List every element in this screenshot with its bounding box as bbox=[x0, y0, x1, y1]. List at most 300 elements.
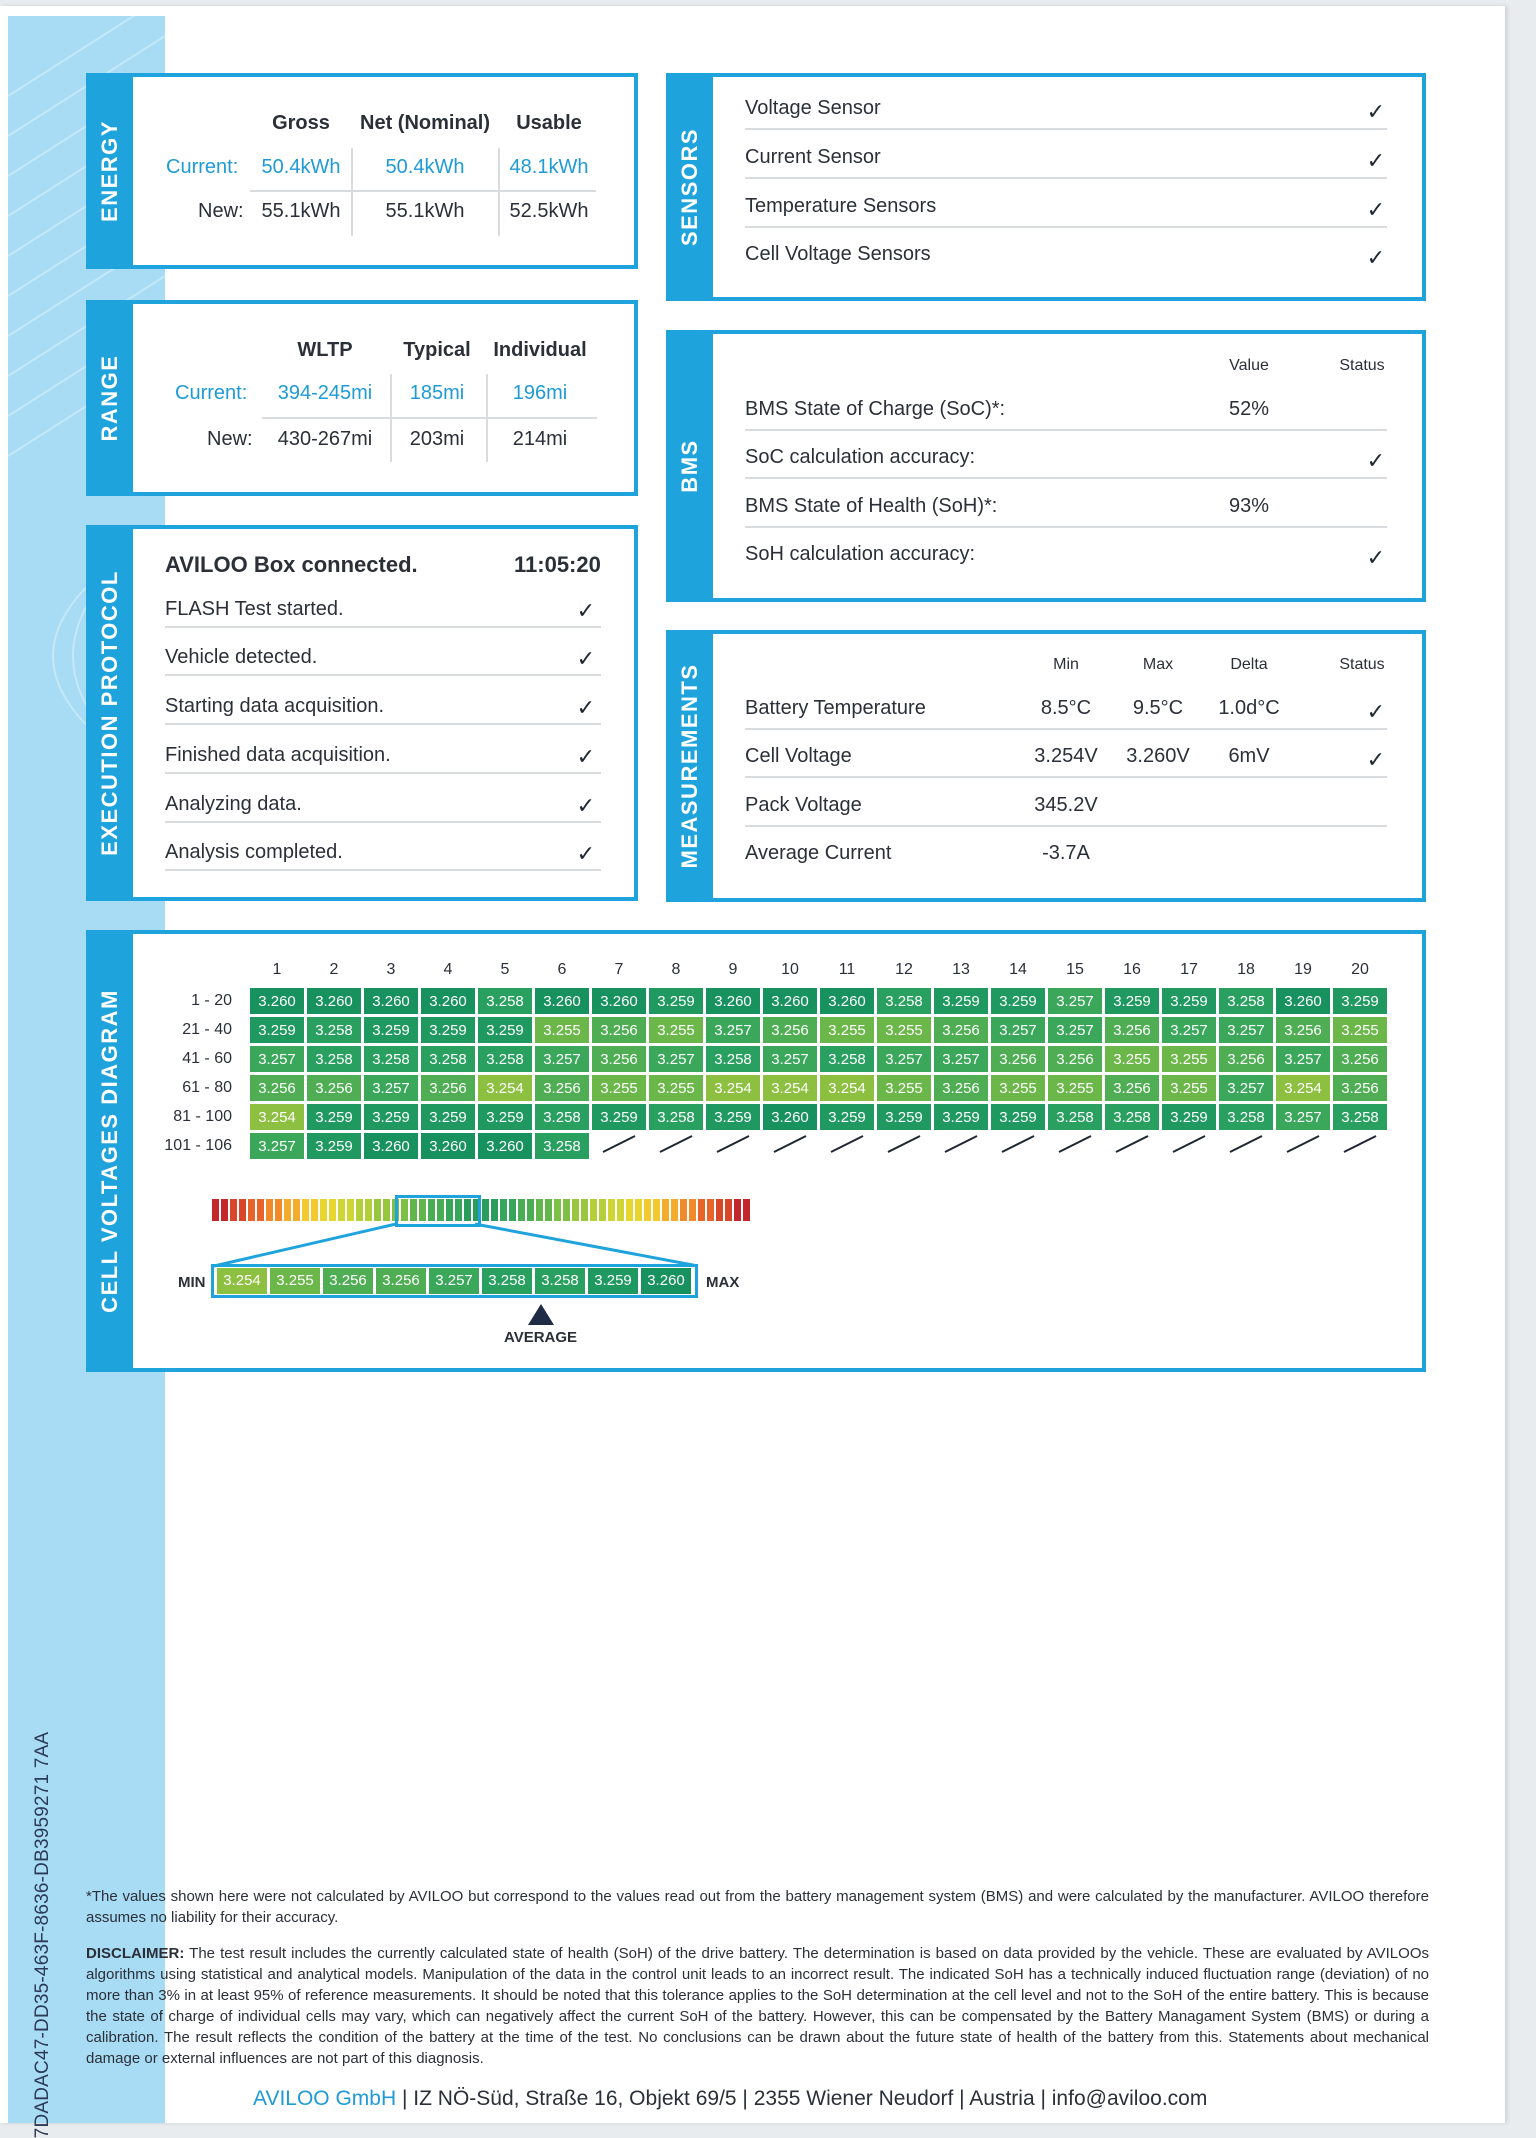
empty-cell-slash bbox=[877, 1133, 931, 1159]
cell-value: 3.256 bbox=[763, 1017, 817, 1043]
empty-cell-slash bbox=[649, 1133, 703, 1159]
cell-value: 3.259 bbox=[934, 1104, 988, 1130]
cell-value: 3.256 bbox=[1048, 1046, 1102, 1072]
range-title: RANGE bbox=[96, 354, 122, 442]
scale-swatch bbox=[329, 1199, 336, 1221]
check-icon: ✓ bbox=[576, 841, 595, 866]
sensor-row: Cell Voltage Sensors ✓ bbox=[745, 243, 1385, 270]
cell-value: 3.256 bbox=[1333, 1046, 1387, 1072]
sensor-row: Current Sensor ✓ bbox=[745, 146, 1387, 179]
cell-value: 3.256 bbox=[592, 1046, 646, 1072]
scale-swatch bbox=[662, 1199, 669, 1221]
cell-value: 3.260 bbox=[307, 988, 361, 1014]
scale-swatch bbox=[257, 1199, 264, 1221]
execution-step: Starting data acquisition. ✓ bbox=[165, 695, 601, 725]
energy-tab bbox=[86, 73, 133, 269]
cell-value: 3.258 bbox=[535, 1104, 589, 1130]
cell-value: 3.259 bbox=[478, 1104, 532, 1130]
average-marker-icon bbox=[527, 1304, 555, 1326]
company-address: | IZ NÖ-Süd, Straße 16, Objekt 69/5 | 2355 Wiener Neudorf | Austria | info@aviloo.com bbox=[396, 2087, 1208, 2110]
scale-swatch bbox=[248, 1199, 255, 1221]
cell-value: 3.254 bbox=[820, 1075, 874, 1101]
scale-swatch bbox=[590, 1199, 597, 1221]
column-number: 4 bbox=[443, 961, 453, 978]
scale-swatch bbox=[239, 1199, 246, 1221]
scale-swatch bbox=[311, 1199, 318, 1221]
cell-value: 3.257 bbox=[706, 1017, 760, 1043]
scale-swatch bbox=[518, 1199, 525, 1221]
cell-value: 3.259 bbox=[421, 1104, 475, 1130]
cell-value: 3.257 bbox=[877, 1046, 931, 1072]
empty-cell-slash bbox=[706, 1133, 760, 1159]
check-icon: ✓ bbox=[1366, 747, 1385, 772]
bms-row: SoC calculation accuracy: ✓ bbox=[745, 446, 1387, 479]
scale-swatch bbox=[689, 1199, 696, 1221]
cell-value: 3.260 bbox=[763, 988, 817, 1014]
column-number: 9 bbox=[728, 961, 738, 978]
execution-header-time: 11:05:20 bbox=[514, 552, 601, 577]
scale-swatch bbox=[347, 1199, 354, 1221]
check-icon: ✓ bbox=[1366, 148, 1385, 173]
scale-swatch bbox=[482, 1199, 489, 1221]
cell-value: 3.260 bbox=[820, 988, 874, 1014]
scale-swatch bbox=[266, 1199, 273, 1221]
disclaimer-text: The test result includes the currently calculated state of health (SoH) of the drive battery. The determination is based on data provided by the vehicle. These are evaluated by AVILOOs algorithms using statistical and analytical models. Manipulation of the data in the control unit leads to an incorrect result. The indicated SoH has a technically induced fluctuation range (deviation) of no more than 3% in at least 95% of reference measurements. It should be noted that this tolerance applies to the SoH determination at the cell level and not to the SoH of the entire battery. This is because the state of charge of individual cells may vary, which can negatively affect the current SoH of the battery. However, this can be compensated by the Battery Managament System (BMS) or during a calibration. The result reflects the condition of the battery at the time of the test. No conclusions can be drawn about the future state of health of the battery from this. Statements about mechanical damage or external influences are not part of this diagnosis. bbox=[86, 1945, 1429, 2067]
scale-swatch bbox=[563, 1199, 570, 1221]
bms-row: BMS State of Health (SoH)*: 93% bbox=[745, 495, 1387, 528]
contact-line bbox=[253, 2087, 1207, 2111]
cell-value: 3.255 bbox=[1048, 1075, 1102, 1101]
cell-value: 3.258 bbox=[478, 988, 532, 1014]
cell-value: 3.259 bbox=[307, 1133, 361, 1159]
scale-swatch bbox=[671, 1199, 678, 1221]
energy-new-gross: 55.1kWh bbox=[261, 200, 341, 222]
cell-value: 3.259 bbox=[934, 988, 988, 1014]
cell-value: 3.254 bbox=[763, 1075, 817, 1101]
bms-col-status: Status bbox=[1339, 357, 1385, 374]
scale-swatch bbox=[680, 1199, 687, 1221]
check-icon: ✓ bbox=[1366, 245, 1385, 270]
cell-value: 3.258 bbox=[649, 1104, 703, 1130]
cell-value: 3.257 bbox=[250, 1133, 304, 1159]
column-number: 7 bbox=[614, 961, 624, 978]
cell-value: 3.256 bbox=[307, 1075, 361, 1101]
column-number: 11 bbox=[838, 961, 856, 978]
scale-swatch bbox=[707, 1199, 714, 1221]
empty-cell-slash bbox=[1162, 1133, 1216, 1159]
meas-row: Cell Voltage 3.254V 3.260V 6mV ✓ bbox=[745, 745, 1387, 778]
energy-current-gross: 50.4kWh bbox=[261, 156, 341, 178]
empty-cell-slash bbox=[1333, 1133, 1387, 1159]
cell-value: 3.257 bbox=[763, 1046, 817, 1072]
column-number: 19 bbox=[1294, 961, 1312, 978]
check-icon: ✓ bbox=[1366, 448, 1385, 473]
scale-swatch bbox=[212, 1199, 219, 1221]
check-icon: ✓ bbox=[576, 646, 595, 671]
cell-value: 3.259 bbox=[364, 1104, 418, 1130]
scale-swatch bbox=[599, 1199, 606, 1221]
energy-divider bbox=[351, 148, 353, 236]
zoom-connector bbox=[210, 1222, 710, 1268]
cell-value: 3.255 bbox=[1105, 1046, 1159, 1072]
cell-value: 3.258 bbox=[364, 1046, 418, 1072]
cell-value: 3.259 bbox=[592, 1104, 646, 1130]
scale-value: 3.256 bbox=[376, 1268, 426, 1294]
scale-swatch bbox=[635, 1199, 642, 1221]
cell-row bbox=[250, 988, 1387, 1014]
cell-value: 3.258 bbox=[421, 1046, 475, 1072]
cell-value: 3.260 bbox=[706, 988, 760, 1014]
scale-swatch bbox=[284, 1199, 291, 1221]
meas-col-max: Max bbox=[1142, 656, 1174, 673]
row-label: 81 - 100 bbox=[173, 1108, 232, 1125]
cell-row bbox=[250, 1046, 1387, 1072]
average-label: AVERAGE bbox=[504, 1329, 578, 1346]
cell-value: 3.260 bbox=[364, 988, 418, 1014]
meas-row: Average Current -3.7A bbox=[745, 842, 1090, 864]
scale-swatch bbox=[365, 1199, 372, 1221]
check-icon: ✓ bbox=[1366, 699, 1385, 724]
cell-value: 3.260 bbox=[250, 988, 304, 1014]
cell-value: 3.255 bbox=[592, 1075, 646, 1101]
legend-max-label: MAX bbox=[706, 1274, 740, 1291]
cell-value: 3.258 bbox=[1048, 1104, 1102, 1130]
scale-swatch bbox=[275, 1199, 282, 1221]
sensor-row: Temperature Sensors ✓ bbox=[745, 195, 1387, 228]
empty-cell-slash bbox=[1048, 1133, 1102, 1159]
execution-title: EXECUTION PROTOCOL bbox=[96, 570, 122, 856]
check-icon: ✓ bbox=[1366, 197, 1385, 222]
column-number: 12 bbox=[895, 961, 913, 978]
cell-value: 3.255 bbox=[649, 1075, 703, 1101]
bms-row: SoH calculation accuracy: ✓ bbox=[745, 543, 1385, 570]
scale-value: 3.256 bbox=[323, 1268, 373, 1294]
range-new-wltp: 430-267mi bbox=[277, 428, 373, 450]
column-number: 15 bbox=[1066, 961, 1084, 978]
scale-value: 3.260 bbox=[641, 1268, 691, 1294]
cell-value: 3.254 bbox=[478, 1075, 532, 1101]
check-icon: ✓ bbox=[576, 744, 595, 769]
cell-value: 3.259 bbox=[1162, 1104, 1216, 1130]
cell-value: 3.255 bbox=[877, 1017, 931, 1043]
meas-col-min: Min bbox=[1053, 656, 1079, 673]
scale-swatch bbox=[356, 1199, 363, 1221]
scale-swatch bbox=[293, 1199, 300, 1221]
column-number: 6 bbox=[557, 961, 567, 978]
cell-value: 3.257 bbox=[1276, 1104, 1330, 1130]
check-icon: ✓ bbox=[576, 598, 595, 623]
cell-voltages-tab bbox=[86, 930, 133, 1372]
cell-value: 3.258 bbox=[1333, 1104, 1387, 1130]
bms-row: BMS State of Charge (SoC)*: 52% bbox=[745, 398, 1387, 431]
cell-value: 3.258 bbox=[307, 1017, 361, 1043]
range-new-typical: 203mi bbox=[409, 428, 465, 450]
cell-value: 3.259 bbox=[1333, 988, 1387, 1014]
scale-swatch bbox=[698, 1199, 705, 1221]
cell-value: 3.255 bbox=[649, 1017, 703, 1043]
range-divider bbox=[262, 417, 597, 419]
cell-value: 3.257 bbox=[535, 1046, 589, 1072]
color-scale-bar bbox=[212, 1199, 752, 1221]
company-name: AVILOO GmbH bbox=[253, 2087, 397, 2110]
scale-swatch bbox=[302, 1199, 309, 1221]
energy-current-label: Current: bbox=[166, 156, 239, 178]
column-number: 2 bbox=[329, 961, 339, 978]
cell-value: 3.257 bbox=[1276, 1046, 1330, 1072]
row-label: 41 - 60 bbox=[182, 1050, 232, 1067]
meas-col-status: Status bbox=[1339, 656, 1385, 673]
cell-value: 3.259 bbox=[649, 988, 703, 1014]
bms-soh-value: 93% bbox=[1228, 495, 1270, 517]
cell-value: 3.256 bbox=[250, 1075, 304, 1101]
cell-value: 3.256 bbox=[421, 1075, 475, 1101]
scale-value: 3.255 bbox=[270, 1268, 320, 1294]
cell-value: 3.259 bbox=[364, 1017, 418, 1043]
scale-value: 3.259 bbox=[588, 1268, 638, 1294]
cell-value: 3.259 bbox=[991, 1104, 1045, 1130]
check-icon: ✓ bbox=[1366, 545, 1385, 570]
cell-value: 3.259 bbox=[421, 1017, 475, 1043]
scale-swatch bbox=[608, 1199, 615, 1221]
cell-value: 3.257 bbox=[1048, 1017, 1102, 1043]
legend-min-label: MIN bbox=[178, 1274, 206, 1291]
execution-step: FLASH Test started. ✓ bbox=[165, 598, 601, 628]
cell-value: 3.258 bbox=[877, 988, 931, 1014]
cell-value: 3.258 bbox=[535, 1133, 589, 1159]
cell-value: 3.258 bbox=[820, 1046, 874, 1072]
cell-value: 3.260 bbox=[592, 988, 646, 1014]
cell-value: 3.255 bbox=[820, 1017, 874, 1043]
row-label: 21 - 40 bbox=[182, 1021, 232, 1038]
range-current-label: Current: bbox=[175, 382, 248, 404]
cell-value: 3.255 bbox=[877, 1075, 931, 1101]
scale-swatch bbox=[617, 1199, 624, 1221]
zoomed-scale bbox=[217, 1268, 691, 1294]
cell-value: 3.259 bbox=[250, 1017, 304, 1043]
cell-value: 3.256 bbox=[991, 1046, 1045, 1072]
cell-value: 3.254 bbox=[1276, 1075, 1330, 1101]
empty-cell-slash bbox=[934, 1133, 988, 1159]
scale-swatch bbox=[734, 1199, 741, 1221]
cell-value: 3.260 bbox=[478, 1133, 532, 1159]
meas-col-delta: Delta bbox=[1230, 656, 1268, 673]
cell-value: 3.258 bbox=[307, 1046, 361, 1072]
column-number: 14 bbox=[1009, 961, 1027, 978]
cell-value: 3.260 bbox=[421, 988, 475, 1014]
check-icon: ✓ bbox=[576, 695, 595, 720]
cell-value: 3.255 bbox=[535, 1017, 589, 1043]
column-number: 1 bbox=[272, 961, 282, 978]
scale-swatch bbox=[725, 1199, 732, 1221]
disclaimer bbox=[86, 1943, 1429, 2069]
column-number: 18 bbox=[1237, 961, 1255, 978]
column-number: 13 bbox=[952, 961, 970, 978]
energy-new-net: 55.1kWh bbox=[385, 200, 465, 222]
bms-soc-value: 52% bbox=[1228, 398, 1270, 420]
cell-value: 3.258 bbox=[1105, 1104, 1159, 1130]
energy-title: ENERGY bbox=[96, 120, 122, 222]
range-header-individual: Individual bbox=[493, 339, 587, 361]
energy-new-label: New: bbox=[198, 200, 244, 222]
cell-value: 3.259 bbox=[1162, 988, 1216, 1014]
cell-value: 3.260 bbox=[364, 1133, 418, 1159]
energy-header-usable: Usable bbox=[516, 112, 582, 134]
row-label: 61 - 80 bbox=[182, 1079, 232, 1096]
empty-cell-slash bbox=[763, 1133, 817, 1159]
scale-swatch bbox=[230, 1199, 237, 1221]
cell-value: 3.257 bbox=[364, 1075, 418, 1101]
cell-value: 3.256 bbox=[1105, 1017, 1159, 1043]
energy-new-usable: 52.5kWh bbox=[509, 200, 589, 222]
execution-header-label: AVILOO Box connected. bbox=[165, 552, 418, 577]
scale-swatch bbox=[374, 1199, 381, 1221]
scale-swatch bbox=[581, 1199, 588, 1221]
execution-step: Finished data acquisition. ✓ bbox=[165, 744, 601, 774]
check-icon: ✓ bbox=[576, 793, 595, 818]
cell-value: 3.259 bbox=[877, 1104, 931, 1130]
energy-header-gross: Gross bbox=[272, 112, 330, 134]
cell-value: 3.257 bbox=[1048, 988, 1102, 1014]
cell-value: 3.259 bbox=[478, 1017, 532, 1043]
row-label: 101 - 106 bbox=[164, 1137, 232, 1154]
cell-value: 3.259 bbox=[1105, 988, 1159, 1014]
cell-value: 3.254 bbox=[250, 1104, 304, 1130]
sensors-title: SENSORS bbox=[676, 127, 702, 247]
bms-tab bbox=[666, 330, 713, 602]
scale-value: 3.258 bbox=[535, 1268, 585, 1294]
cell-value: 3.257 bbox=[250, 1046, 304, 1072]
execution-tab bbox=[86, 525, 133, 901]
scale-swatch bbox=[491, 1199, 498, 1221]
cell-value: 3.257 bbox=[1219, 1075, 1273, 1101]
empty-cell-slash bbox=[592, 1133, 646, 1159]
cell-value: 3.260 bbox=[1276, 988, 1330, 1014]
column-number: 8 bbox=[671, 961, 681, 978]
range-header-wltp: WLTP bbox=[297, 339, 353, 361]
energy-current-usable: 48.1kWh bbox=[509, 156, 589, 178]
column-number: 10 bbox=[781, 961, 799, 978]
cell-value: 3.257 bbox=[1162, 1017, 1216, 1043]
scale-swatch bbox=[383, 1199, 390, 1221]
cell-value: 3.259 bbox=[991, 988, 1045, 1014]
scale-value: 3.258 bbox=[482, 1268, 532, 1294]
cell-value: 3.256 bbox=[1333, 1075, 1387, 1101]
cell-value: 3.255 bbox=[1162, 1046, 1216, 1072]
scale-swatch bbox=[221, 1199, 228, 1221]
execution-step: Analysis completed. ✓ bbox=[165, 841, 601, 871]
row-label: 1 - 20 bbox=[191, 992, 232, 1009]
cell-row bbox=[250, 1104, 1387, 1130]
cell-value: 3.259 bbox=[820, 1104, 874, 1130]
cell-row bbox=[250, 1075, 1387, 1101]
cell-value: 3.259 bbox=[706, 1104, 760, 1130]
scale-swatch bbox=[554, 1199, 561, 1221]
column-number: 16 bbox=[1123, 961, 1141, 978]
cell-value: 3.258 bbox=[1219, 988, 1273, 1014]
cell-value: 3.256 bbox=[535, 1075, 589, 1101]
footnote: *The values shown here were not calculated by AVILOO but correspond to the values read out from the battery management system (BMS) and were calculated by the manufacturer. AVILOO therefore assumes no liability for their accuracy. bbox=[86, 1888, 1429, 1926]
scale-swatch bbox=[536, 1199, 543, 1221]
cell-value: 3.256 bbox=[934, 1075, 988, 1101]
column-number: 3 bbox=[386, 961, 396, 978]
range-header-typical: Typical bbox=[403, 339, 471, 361]
range-new-individual: 214mi bbox=[512, 428, 568, 450]
empty-cell-slash bbox=[1219, 1133, 1273, 1159]
cell-row bbox=[250, 1017, 1387, 1043]
cell-value: 3.255 bbox=[1333, 1017, 1387, 1043]
column-number: 17 bbox=[1180, 961, 1198, 978]
empty-cell-slash bbox=[1105, 1133, 1159, 1159]
execution-step: Vehicle detected. ✓ bbox=[165, 646, 601, 676]
scale-value: 3.254 bbox=[217, 1268, 267, 1294]
scale-swatch bbox=[743, 1199, 750, 1221]
cell-value: 3.256 bbox=[1219, 1046, 1273, 1072]
cell-value: 3.255 bbox=[1162, 1075, 1216, 1101]
range-current-wltp: 394-245mi bbox=[277, 382, 373, 404]
cell-value: 3.254 bbox=[706, 1075, 760, 1101]
scale-swatch bbox=[545, 1199, 552, 1221]
range-new-label: New: bbox=[207, 428, 253, 450]
cell-value: 3.260 bbox=[421, 1133, 475, 1159]
cell-value: 3.256 bbox=[592, 1017, 646, 1043]
range-current-typical: 185mi bbox=[409, 382, 465, 404]
energy-header-net: Net (Nominal) bbox=[360, 112, 490, 134]
cell-value: 3.257 bbox=[991, 1017, 1045, 1043]
empty-cell-slash bbox=[1276, 1133, 1330, 1159]
scale-swatch bbox=[320, 1199, 327, 1221]
scale-swatch bbox=[716, 1199, 723, 1221]
cell-row bbox=[250, 1133, 1387, 1159]
cell-value: 3.259 bbox=[307, 1104, 361, 1130]
scale-swatch bbox=[509, 1199, 516, 1221]
check-icon: ✓ bbox=[1366, 99, 1385, 124]
cell-value: 3.257 bbox=[934, 1046, 988, 1072]
cell-value: 3.260 bbox=[535, 988, 589, 1014]
scale-value: 3.257 bbox=[429, 1268, 479, 1294]
bms-col-value: Value bbox=[1229, 357, 1269, 374]
range-tab bbox=[86, 300, 133, 496]
energy-divider bbox=[498, 148, 500, 236]
measurements-tab bbox=[666, 630, 713, 902]
measurements-title: MEASUREMENTS bbox=[676, 663, 702, 869]
scale-swatch bbox=[626, 1199, 633, 1221]
meas-row: Pack Voltage 345.2V bbox=[745, 794, 1387, 827]
scale-swatch bbox=[572, 1199, 579, 1221]
disclaimer-label: DISCLAIMER: bbox=[86, 1945, 185, 1962]
cell-value: 3.257 bbox=[649, 1046, 703, 1072]
bms-title: BMS bbox=[676, 439, 702, 493]
cell-value: 3.255 bbox=[991, 1075, 1045, 1101]
document-id: 7DADAC47-DD35-463F-8636-DB3959271 7AA bbox=[32, 1731, 53, 2138]
meas-row: Battery Temperature 8.5°C 9.5°C 1.0d°C ✓ bbox=[745, 697, 1387, 730]
cell-value: 3.258 bbox=[1219, 1104, 1273, 1130]
cell-value: 3.258 bbox=[706, 1046, 760, 1072]
scale-swatch bbox=[500, 1199, 507, 1221]
cell-value: 3.256 bbox=[934, 1017, 988, 1043]
cell-value: 3.257 bbox=[1219, 1017, 1273, 1043]
range-current-individual: 196mi bbox=[512, 382, 568, 404]
sensor-row: Voltage Sensor ✓ bbox=[745, 97, 1387, 130]
empty-cell-slash bbox=[820, 1133, 874, 1159]
execution-step: Analyzing data. ✓ bbox=[165, 793, 601, 823]
cell-value: 3.256 bbox=[1276, 1017, 1330, 1043]
energy-divider bbox=[250, 190, 596, 192]
scale-swatch bbox=[338, 1199, 345, 1221]
cell-voltage-grid bbox=[247, 985, 1390, 1162]
empty-cell-slash bbox=[991, 1133, 1045, 1159]
cell-value: 3.256 bbox=[1105, 1075, 1159, 1101]
cell-voltages-title: CELL VOLTAGES DIAGRAM bbox=[96, 989, 122, 1313]
